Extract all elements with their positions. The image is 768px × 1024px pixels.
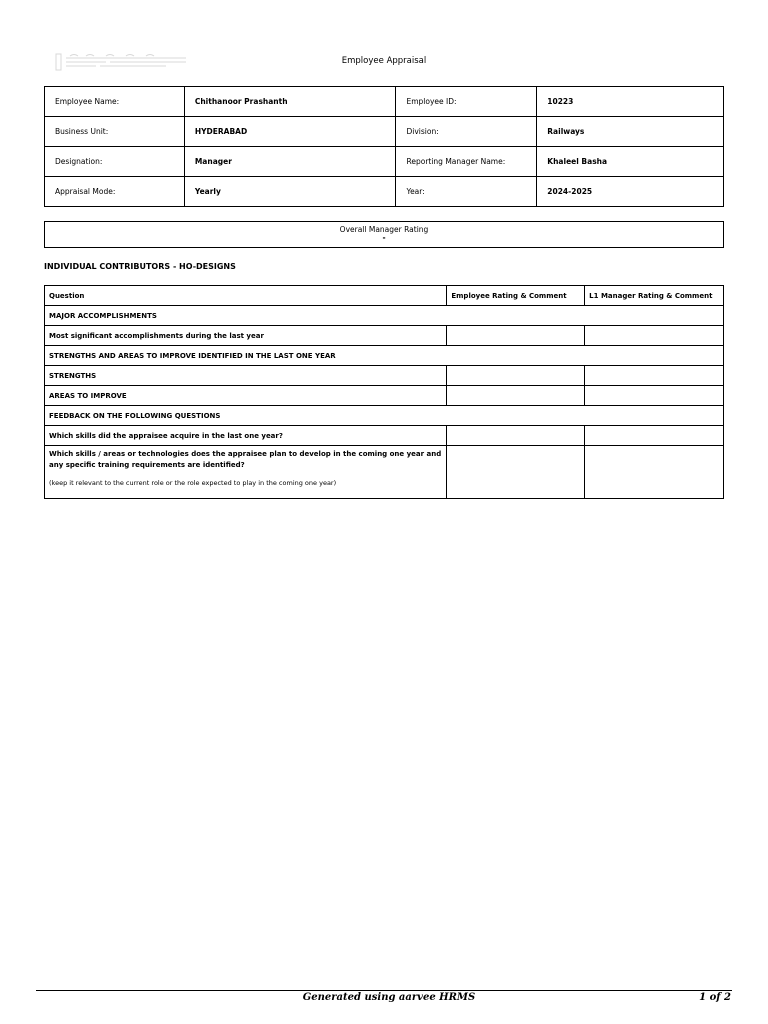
appraisal-mode-label: Appraisal Mode: [45, 177, 185, 207]
footer-divider [36, 990, 732, 991]
employee-info-table [44, 86, 724, 207]
question-note: (keep it relevant to the current role or the role expected to play in the coming one year) [49, 479, 337, 487]
section-strengths-areas: STRENGTHS AND AREAS TO IMPROVE IDENTIFIED IN THE LAST ONE YEAR [45, 346, 724, 366]
question-cell: AREAS TO IMPROVE [45, 386, 447, 406]
column-header-question: Question [45, 286, 447, 306]
footer-generated-text: Generated using aarvee HRMS [302, 992, 476, 1003]
employee-rating-cell [447, 426, 585, 446]
employee-rating-cell [447, 386, 585, 406]
section-row [45, 346, 724, 366]
section-row [45, 406, 724, 426]
question-cell: Most significant accomplishments during the last year [45, 326, 447, 346]
business-unit-value: HYDERABAD [184, 117, 396, 147]
table-row [45, 366, 724, 386]
reporting-manager-value: Khaleel Basha [537, 147, 724, 177]
employee-rating-cell [447, 446, 585, 499]
question-cell: STRENGTHS [45, 366, 447, 386]
question-cell: Which skills did the appraisee acquire in the last one year? [45, 426, 447, 446]
employee-name-value: Chithanoor Prashanth [184, 87, 396, 117]
overall-rating-value: - [382, 233, 386, 242]
section-row [45, 306, 724, 326]
division-value: Railways [537, 117, 724, 147]
table-row [45, 177, 724, 207]
appraisal-mode-value: Yearly [184, 177, 396, 207]
year-label: Year: [396, 177, 537, 207]
table-row [45, 426, 724, 446]
section-major-accomplishments: MAJOR ACCOMPLISHMENTS [45, 306, 724, 326]
employee-rating-cell [447, 326, 585, 346]
page-number: 1 of 2 [699, 992, 731, 1003]
employee-id-value: 10223 [537, 87, 724, 117]
table-header-row [45, 286, 724, 306]
question-cell [45, 446, 447, 499]
column-header-manager-rating: L1 Manager Rating & Comment [585, 286, 724, 306]
year-value: 2024-2025 [537, 177, 724, 207]
section-title: INDIVIDUAL CONTRIBUTORS - HO-DESIGNS [44, 262, 236, 271]
section-feedback: FEEDBACK ON THE FOLLOWING QUESTIONS [45, 406, 724, 426]
manager-rating-cell [585, 446, 724, 499]
business-unit-label: Business Unit: [45, 117, 185, 147]
questions-table [44, 285, 724, 499]
designation-value: Manager [184, 147, 396, 177]
table-row [45, 87, 724, 117]
division-label: Division: [396, 117, 537, 147]
table-row [45, 386, 724, 406]
page-title: Employee Appraisal [341, 56, 427, 66]
manager-rating-cell [585, 426, 724, 446]
employee-name-label: Employee Name: [45, 87, 185, 117]
manager-rating-cell [585, 366, 724, 386]
table-row [45, 326, 724, 346]
manager-rating-cell [585, 386, 724, 406]
reporting-manager-label: Reporting Manager Name: [396, 147, 537, 177]
designation-label: Designation: [45, 147, 185, 177]
column-header-employee-rating: Employee Rating & Comment [447, 286, 585, 306]
employee-id-label: Employee ID: [396, 87, 537, 117]
manager-rating-cell [585, 326, 724, 346]
question-text: Which skills / areas or technologies does the appraisee plan to develop in the coming one year and any specific training requirements are identified? [49, 450, 442, 469]
table-row [45, 117, 724, 147]
employee-rating-cell [447, 366, 585, 386]
table-row [45, 446, 724, 499]
overall-rating-box [44, 221, 724, 248]
overall-rating-label: Overall Manager Rating [339, 225, 429, 234]
table-row [45, 147, 724, 177]
